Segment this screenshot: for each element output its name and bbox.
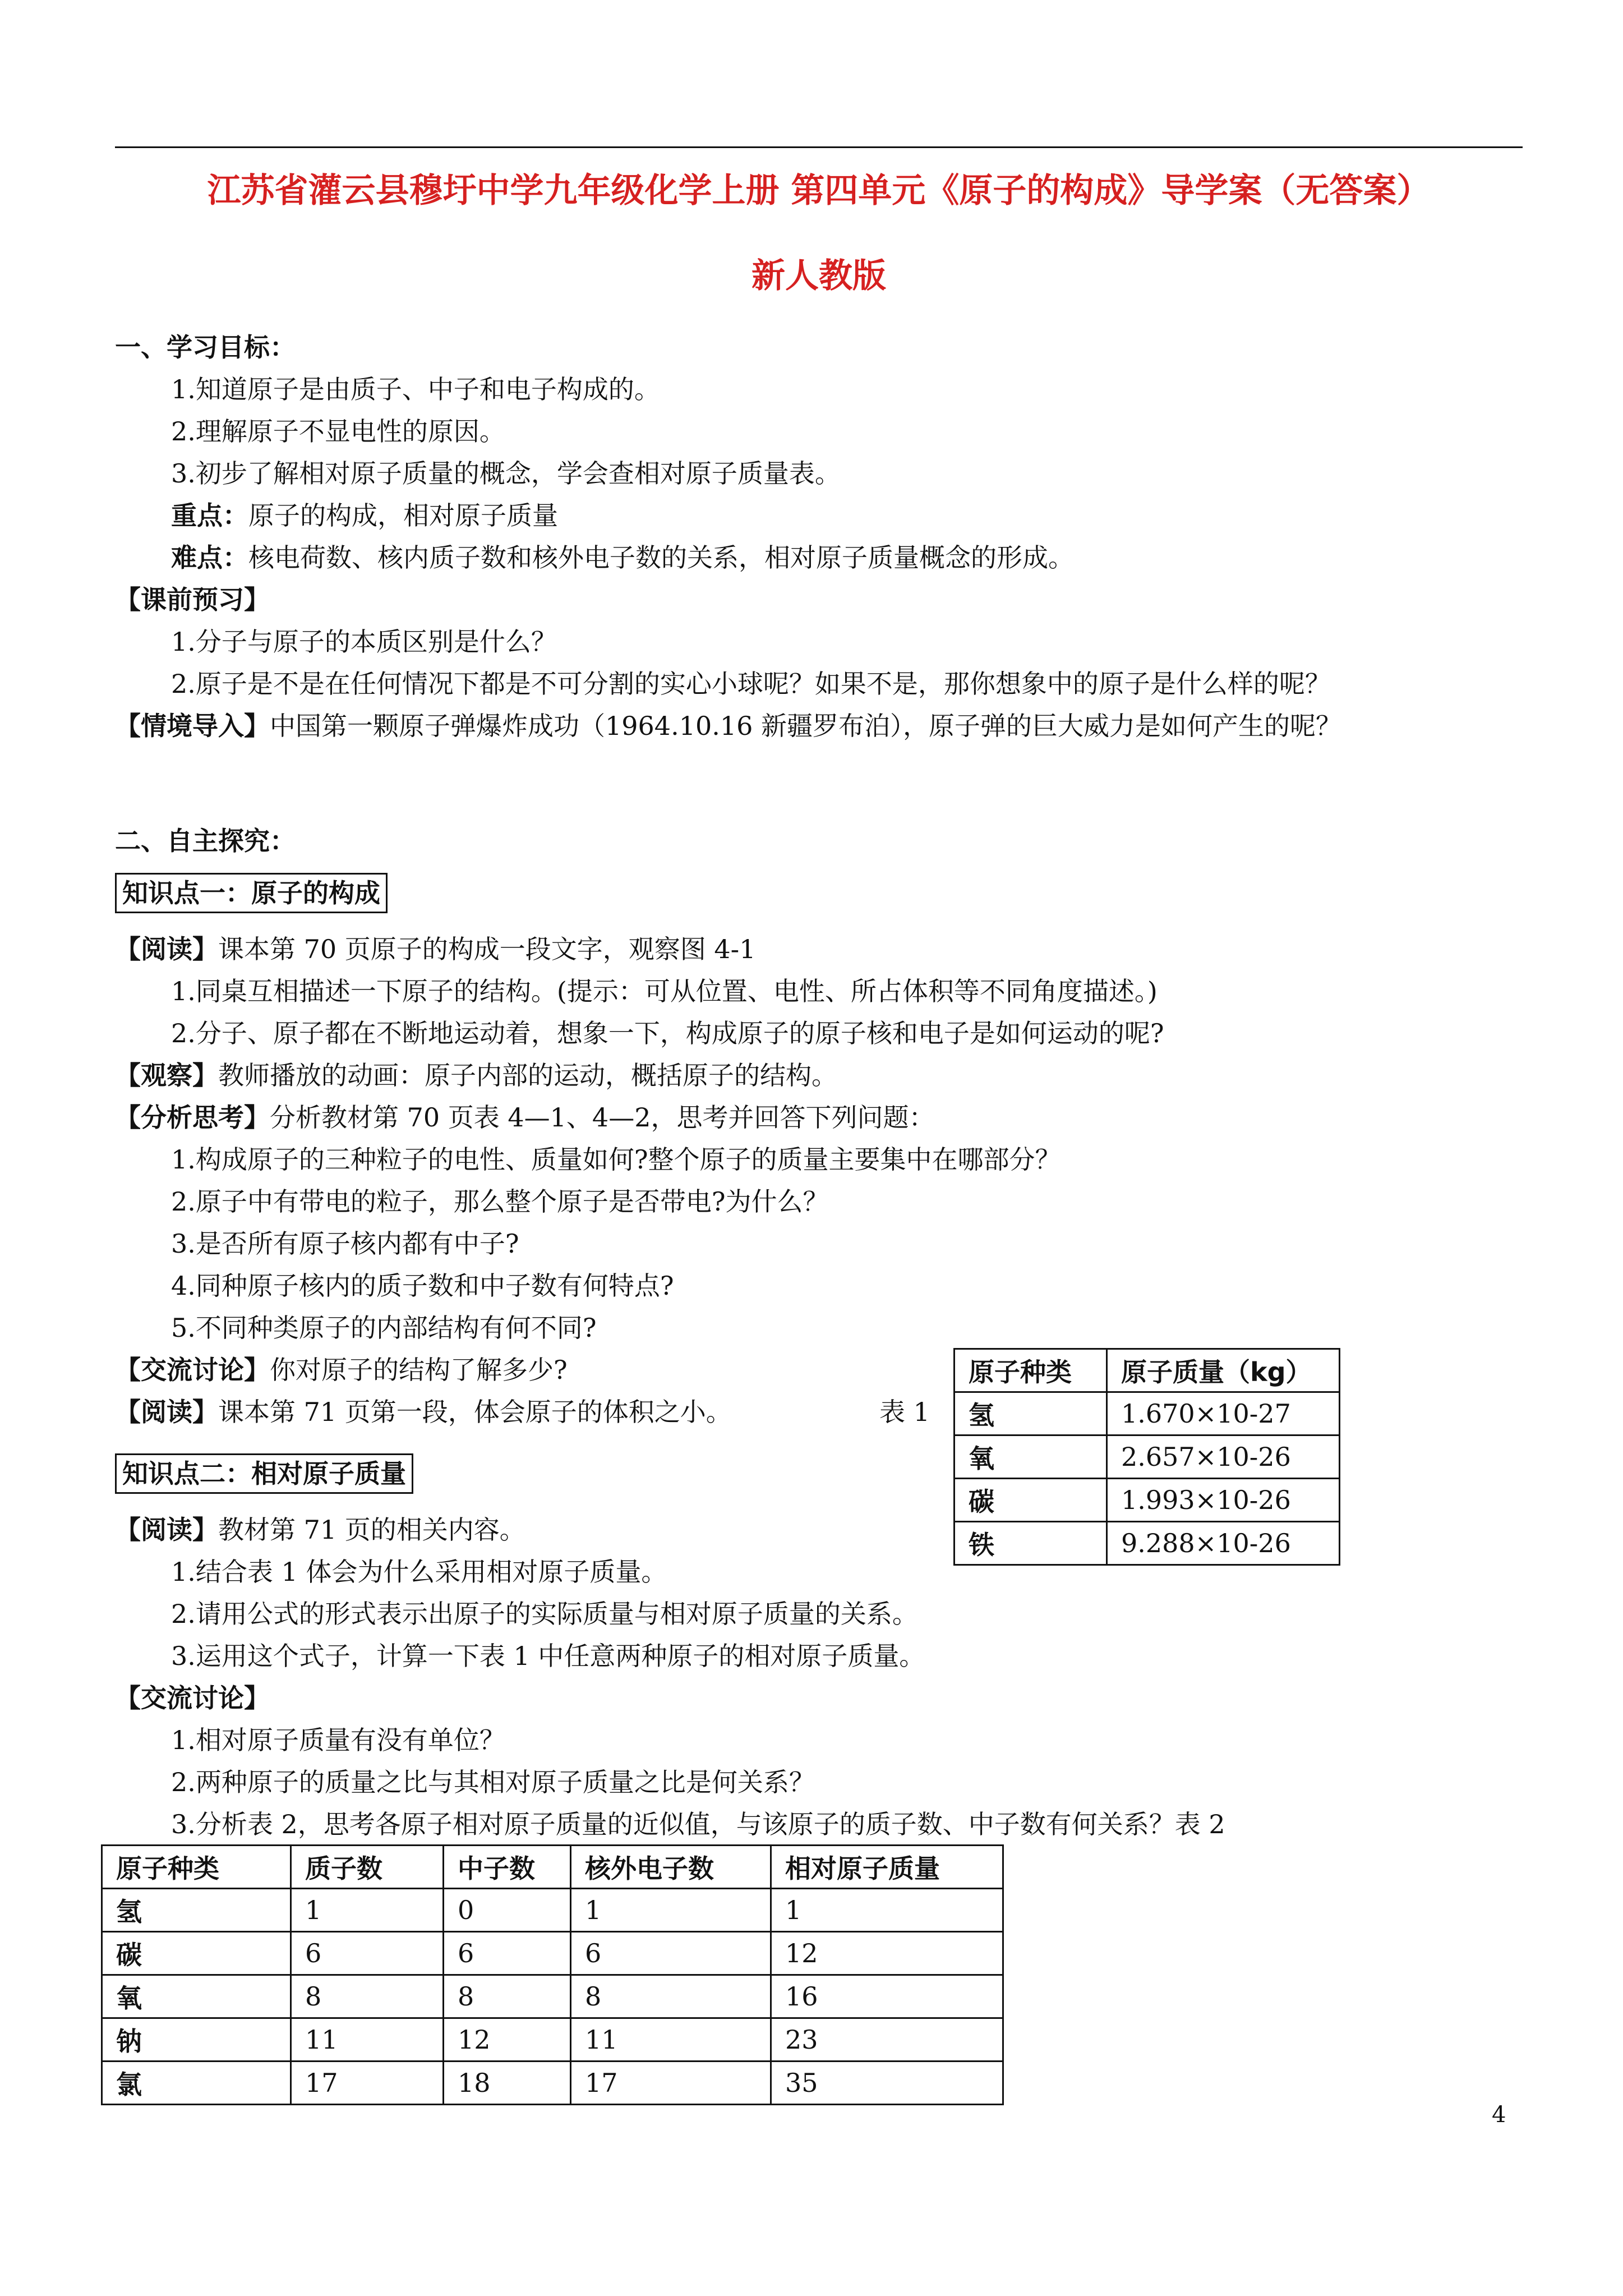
scene-intro-text: 中国第一颗原子弹爆炸成功（1964.10.16 新疆罗布泊），原子弹的巨大威力是如何产生的呢？ — [270, 711, 1341, 741]
knowledge-point-2-box: 知识点二：相对原子质量 — [115, 1453, 413, 1494]
goal-item: 2.理解原子不显电性的原因。 — [171, 416, 505, 447]
table-cell: 碳 — [102, 1932, 291, 1975]
discuss-2-item: 3.分析表 2，思考各原子相对原子质量的近似值，与该原子的质子数、中子数有何关系？表 2 — [171, 1809, 1225, 1839]
table-row — [955, 1479, 1340, 1522]
table-cell: 1 — [291, 1889, 444, 1932]
preview-heading: 【课前预习】 — [115, 585, 270, 615]
table-header-cell: 质子数 — [291, 1846, 444, 1889]
read-1-text: 课本第 70 页原子的构成一段文字，观察图 4-1 — [218, 934, 756, 964]
table-cell: 1 — [571, 1889, 771, 1932]
table-header-cell: 中子数 — [444, 1846, 571, 1889]
read-2-label: 【阅读】 — [115, 1397, 218, 1427]
preview-item: 1.分子与原子的本质区别是什么？ — [171, 627, 557, 657]
analyze-item: 5.不同种类原子的内部结构有何不同? — [171, 1313, 597, 1343]
document-title: 江苏省灌云县穆圩中学九年级化学上册 第四单元《原子的构成》导学案（无答案） — [207, 171, 1431, 210]
table-cell: 碳 — [955, 1479, 1107, 1522]
key-point-line — [171, 495, 558, 536]
read-2-line — [115, 1392, 732, 1432]
table-cell: 1.993×10-26 — [1107, 1479, 1340, 1522]
table-row — [102, 1975, 1003, 2018]
read-3-item: 3.运用这个式子，计算一下表 1 中任意两种原子的相对原子质量。 — [171, 1641, 925, 1671]
observe-label: 【观察】 — [115, 1060, 218, 1091]
observe-line — [115, 1055, 837, 1096]
table-header-cell: 原子种类 — [955, 1349, 1107, 1392]
table-1-caption: 表 1 — [879, 1397, 930, 1427]
table-cell: 12 — [444, 2018, 571, 2062]
table-header-row — [955, 1349, 1340, 1392]
table-row — [102, 2018, 1003, 2062]
table-cell: 氧 — [102, 1975, 291, 2018]
page-number: 4 — [1492, 2102, 1506, 2128]
table-cell: 1.670×10-27 — [1107, 1392, 1340, 1435]
table-cell: 11 — [571, 2018, 771, 2062]
scene-intro-line — [115, 706, 1341, 746]
table-cell: 0 — [444, 1889, 571, 1932]
table-row — [102, 1932, 1003, 1975]
difficulty-label: 难点： — [171, 542, 248, 573]
table-cell: 2.657×10-26 — [1107, 1435, 1340, 1479]
scene-intro-label: 【情境导入】 — [115, 711, 270, 741]
table-header-cell: 原子质量（kg） — [1107, 1349, 1340, 1392]
table-cell: 8 — [444, 1975, 571, 2018]
table-header-cell: 原子种类 — [102, 1846, 291, 1889]
table-row — [955, 1435, 1340, 1479]
goal-item: 3.初步了解相对原子质量的概念，学会查相对原子质量表。 — [171, 458, 841, 489]
difficulty-line — [171, 537, 1074, 578]
table-cell: 铁 — [955, 1522, 1107, 1565]
table-cell: 钠 — [102, 2018, 291, 2062]
table-header-row — [102, 1846, 1003, 1889]
table-header-cell: 相对原子质量 — [771, 1846, 1003, 1889]
key-point-text: 原子的构成，相对原子质量 — [248, 500, 558, 531]
table-cell: 17 — [291, 2062, 444, 2105]
observe-text: 教师播放的动画：原子内部的运动，概括原子的结构。 — [218, 1060, 837, 1091]
read-2-text: 课本第 71 页第一段，体会原子的体积之小。 — [218, 1397, 732, 1427]
analyze-line — [115, 1097, 934, 1138]
read-1-item: 2.分子、原子都在不断地运动着，想象一下，构成原子的原子核和电子是如何运动的呢? — [171, 1018, 1164, 1048]
table-cell: 1 — [771, 1889, 1003, 1932]
table-row — [102, 2062, 1003, 2105]
table-cell: 氢 — [955, 1392, 1107, 1435]
table-cell: 8 — [291, 1975, 444, 2018]
analyze-item: 2.原子中有带电的粒子，那么整个原子是否带电?为什么？ — [171, 1186, 829, 1217]
table-cell: 氧 — [955, 1435, 1107, 1479]
analyze-item: 1.构成原子的三种粒子的电性、质量如何?整个原子的质量主要集中在哪部分？ — [171, 1144, 1061, 1175]
table-header-cell: 核外电子数 — [571, 1846, 771, 1889]
header-rule — [115, 146, 1523, 148]
discuss-1-text: 你对原子的结构了解多少? — [270, 1355, 568, 1385]
table-cell: 16 — [771, 1975, 1003, 2018]
discuss-2-item: 2.两种原子的质量之比与其相对原子质量之比是何关系？ — [171, 1767, 815, 1797]
goal-item: 1.知道原子是由质子、中子和电子构成的。 — [171, 374, 660, 404]
section-heading-explore: 二、自主探究： — [115, 826, 296, 856]
key-point-label: 重点： — [171, 500, 248, 531]
table-cell: 35 — [771, 2062, 1003, 2105]
table-cell: 17 — [571, 2062, 771, 2105]
section-heading-goals: 一、学习目标： — [115, 332, 296, 362]
table-1-atomic-mass — [953, 1348, 1340, 1566]
read-3-line — [115, 1510, 525, 1550]
table-row — [955, 1522, 1340, 1565]
table-cell: 6 — [444, 1932, 571, 1975]
table-cell: 氯 — [102, 2062, 291, 2105]
read-3-label: 【阅读】 — [115, 1515, 218, 1545]
discuss-2-heading: 【交流讨论】 — [115, 1683, 270, 1713]
read-3-item: 1.结合表 1 体会为什么采用相对原子质量。 — [171, 1557, 667, 1587]
read-3-text: 教材第 71 页的相关内容。 — [218, 1515, 525, 1545]
analyze-item: 3.是否所有原子核内都有中子? — [171, 1228, 519, 1259]
discuss-1-label: 【交流讨论】 — [115, 1355, 270, 1385]
read-1-label: 【阅读】 — [115, 934, 218, 964]
read-3-item: 2.请用公式的形式表示出原子的实际质量与相对原子质量的关系。 — [171, 1599, 918, 1629]
analyze-text: 分析教材第 70 页表 4—1、4—2，思考并回答下列问题： — [270, 1102, 935, 1133]
table-cell: 9.288×10-26 — [1107, 1522, 1340, 1565]
preview-item: 2.原子是不是在任何情况下都是不可分割的实心小球呢？如果不是，那你想象中的原子是什么样的呢？ — [171, 669, 1331, 699]
table-cell: 12 — [771, 1932, 1003, 1975]
difficulty-text: 核电荷数、核内质子数和核外电子数的关系，相对原子质量概念的形成。 — [248, 542, 1074, 573]
knowledge-point-1-box: 知识点一：原子的构成 — [115, 873, 388, 913]
table-cell: 8 — [571, 1975, 771, 2018]
read-1-item: 1.同桌互相描述一下原子的结构。(提示：可从位置、电性、所占体积等不同角度描述。) — [171, 976, 1158, 1006]
table-cell: 23 — [771, 2018, 1003, 2062]
analyze-item: 4.同种原子核内的质子数和中子数有何特点? — [171, 1271, 674, 1301]
table-cell: 18 — [444, 2062, 571, 2105]
discuss-2-item: 1.相对原子质量有没有单位？ — [171, 1725, 505, 1755]
table-cell: 6 — [571, 1932, 771, 1975]
table-row — [955, 1392, 1340, 1435]
discuss-1-line — [115, 1350, 568, 1390]
document-subtitle: 新人教版 — [751, 256, 886, 296]
table-cell: 氢 — [102, 1889, 291, 1932]
table-2-atomic-structure — [101, 1844, 1004, 2105]
table-row — [102, 1889, 1003, 1932]
table-cell: 6 — [291, 1932, 444, 1975]
read-1-line — [115, 929, 755, 969]
table-cell: 11 — [291, 2018, 444, 2062]
analyze-label: 【分析思考】 — [115, 1102, 270, 1133]
